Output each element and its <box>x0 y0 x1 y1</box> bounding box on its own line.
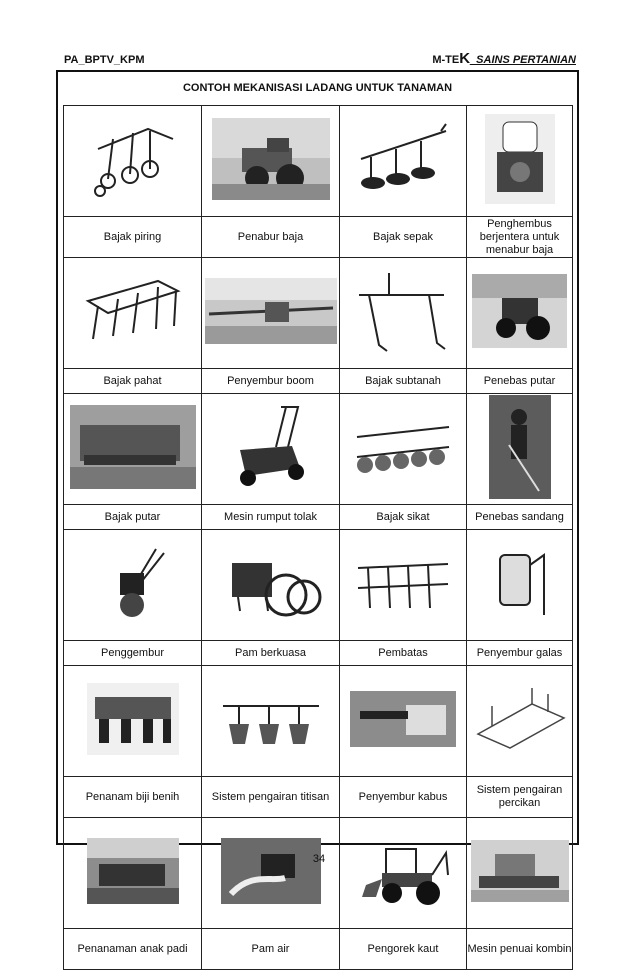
power-pump-image <box>216 545 326 621</box>
shoulder-brushcutter-photo <box>489 395 551 499</box>
image-row <box>64 818 573 929</box>
machine-label: Pam air <box>202 929 340 970</box>
machine-label: Mesin penuai kombin <box>467 929 573 970</box>
label-row <box>64 217 573 258</box>
machinery-table <box>63 105 573 970</box>
label-row <box>64 369 573 394</box>
seed-planter-photo <box>87 683 179 755</box>
header-right-prefix: M-TE <box>432 54 460 66</box>
machine-label: Bajak putar <box>64 505 202 530</box>
label-row <box>64 777 573 818</box>
table-cell <box>467 818 573 929</box>
sprinkler-irrigation-image <box>472 684 568 754</box>
page-number: 34 <box>312 853 326 865</box>
table-cell <box>64 666 202 777</box>
rotary-tiller-image <box>98 543 168 623</box>
water-pump-photo <box>221 838 321 904</box>
machine-label: Pembatas <box>340 641 467 666</box>
table-cell <box>340 530 467 641</box>
page-title: CONTOH MEKANISASI LADANG UNTUK TANAMAN <box>182 82 453 94</box>
image-row <box>64 666 573 777</box>
machine-label: Bajak sepak <box>340 217 467 258</box>
motorized-blower-photo <box>485 114 555 204</box>
rice-transplanter-photo <box>87 838 179 904</box>
machine-label: Penabur baja <box>202 217 340 258</box>
header-right <box>432 50 576 67</box>
image-row <box>64 530 573 641</box>
table-cell <box>202 818 340 929</box>
table-cell <box>340 818 467 929</box>
table-cell <box>467 106 573 217</box>
table-cell <box>202 106 340 217</box>
subsoiler-image <box>349 265 457 357</box>
rotary-slasher-photo <box>472 274 567 348</box>
machine-label: Bajak pahat <box>64 369 202 394</box>
machine-label: Penebas sandang <box>467 505 573 530</box>
table-cell <box>64 394 202 505</box>
table-cell <box>467 666 573 777</box>
table-cell <box>340 666 467 777</box>
backhoe-loader-image <box>356 835 450 907</box>
knapsack-sprayer-image <box>492 545 548 621</box>
table-cell <box>64 818 202 929</box>
push-mower-image <box>226 402 316 492</box>
table-cell <box>467 530 573 641</box>
mouldboard-plough-image <box>351 119 456 199</box>
machine-label: Pengorek kaut <box>340 929 467 970</box>
machine-label: Penghembus berjentera untuk menabur baja <box>467 217 573 258</box>
label-row <box>64 641 573 666</box>
field-cultivator-image <box>348 546 458 620</box>
chisel-plough-image <box>78 271 188 351</box>
disc-harrow-image <box>347 407 459 487</box>
machine-label: Bajak piring <box>64 217 202 258</box>
machine-label: Penyembur boom <box>202 369 340 394</box>
image-row <box>64 258 573 369</box>
table-cell <box>467 394 573 505</box>
boom-sprayer-photo <box>205 278 337 344</box>
header-left: PA_BPTV_KPM <box>64 54 145 66</box>
machine-label: Sistem pengairan titisan <box>202 777 340 818</box>
machine-label: Pam berkuasa <box>202 641 340 666</box>
fertilizer-spreader-photo <box>212 118 330 200</box>
image-row <box>64 106 573 217</box>
header-right-suffix: _SAINS PERTANIAN <box>470 54 576 66</box>
label-row <box>64 505 573 530</box>
machine-label: Bajak sikat <box>340 505 467 530</box>
machine-label: Penyembur kabus <box>340 777 467 818</box>
machine-label: Penyembur galas <box>467 641 573 666</box>
table-cell <box>467 258 573 369</box>
combine-harvester-photo <box>471 840 569 902</box>
header-right-k: K <box>459 50 471 67</box>
machine-label: Bajak subtanah <box>340 369 467 394</box>
table-cell <box>64 530 202 641</box>
table-cell <box>202 258 340 369</box>
label-row <box>64 929 573 970</box>
table-cell <box>340 258 467 369</box>
table-cell <box>340 106 467 217</box>
table-cell <box>64 106 202 217</box>
machine-label: Sistem pengairan percikan <box>467 777 573 818</box>
table-cell <box>202 530 340 641</box>
machine-label: Penanaman anak padi <box>64 929 202 970</box>
mist-sprayer-photo <box>350 691 456 747</box>
image-row <box>64 394 573 505</box>
rotary-plough-photo <box>70 405 196 489</box>
drip-irrigation-image <box>219 686 323 752</box>
machine-label: Penebas putar <box>467 369 573 394</box>
table-cell <box>64 258 202 369</box>
machine-label: Penggembur <box>64 641 202 666</box>
machine-label: Penanam biji benih <box>64 777 202 818</box>
table-cell <box>340 394 467 505</box>
machine-label: Mesin rumput tolak <box>202 505 340 530</box>
table-cell <box>202 394 340 505</box>
disc-plough-image <box>88 119 178 199</box>
table-cell <box>202 666 340 777</box>
